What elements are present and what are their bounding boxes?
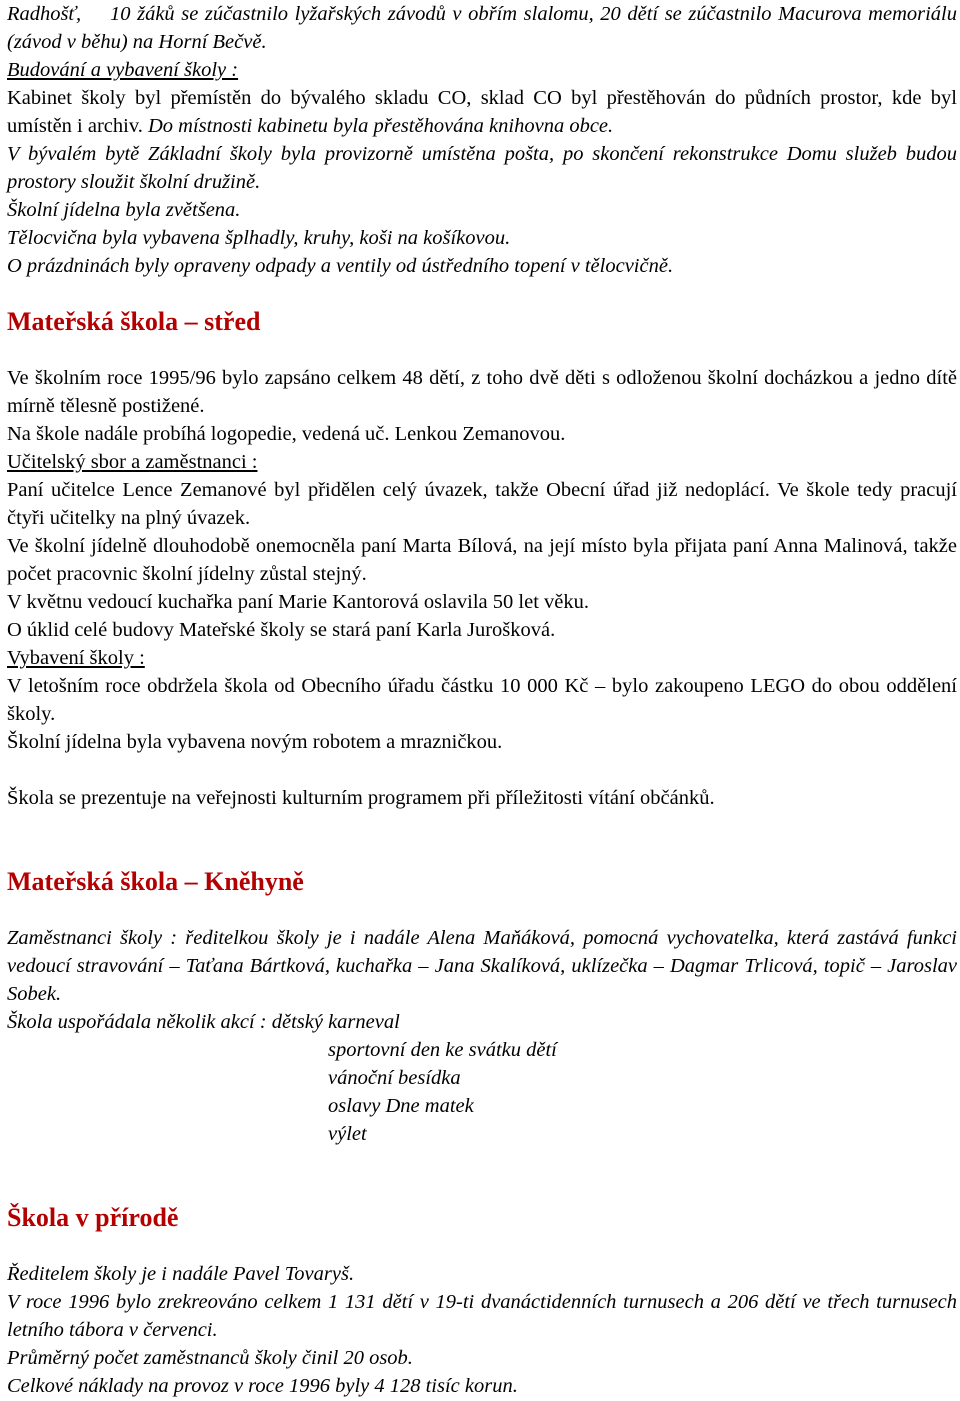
ms-knehyne-paragraph-1: Zaměstnanci školy : ředitelkou školy je i nadále Alena Maňáková, pomocná vychovatelka, která zastává funkci vedoucí stravování – Taťana Bártková, kuchařka – Jana Skalíková, uklízečka – Dagmar Trlicová, topič – Jaroslav Sobek.: [7, 927, 957, 1005]
spacer: [7, 336, 957, 364]
event-item-2: vánoční besídka: [328, 1067, 461, 1089]
document-page: [7, 0, 957, 1400]
svp-paragraph-3: Průměrný počet zaměstnanců školy činil 20 osob.: [7, 1347, 413, 1369]
event-item-0: dětský karneval: [271, 1011, 400, 1033]
radhost-paragraph: [7, 0, 957, 56]
ms-stred-paragraph-2: Na škole nadále probíhá logopedie, vedená uč. Lenkou Zemanovou.: [7, 423, 566, 445]
event-item-1: sportovní den ke svátku dětí: [328, 1039, 557, 1061]
events-list: [7, 1036, 957, 1148]
svp-paragraph-2: V roce 1996 bylo zrekreováno celkem 1 131 dětí v 19-ti dvanáctidenních turnusech a 206 dětí ve třech turnusech letního tábora v červenci.: [7, 1291, 957, 1341]
ms-stred-paragraph-7: V letošním roce obdržela škola od Obecního úřadu částku 10 000 Kč – bylo zakoupeno LEGO do obou oddělení školy.: [7, 675, 957, 725]
ms-stred-paragraph-3: Paní učitelce Lence Zemanové byl přidělen celý úvazek, takže Obecní úřad již nedoplácí. Ve škole tedy pracují čtyři učitelky na plný úvazek.: [7, 479, 957, 529]
ms-stred-paragraph-1: Ve školním roce 1995/96 bylo zapsáno celkem 48 dětí, z toho dvě děti s odloženou školní docházkou a jedno dítě mírně tělesně postižené.: [7, 367, 957, 417]
section-title-ms-stred: Mateřská škola – střed: [7, 307, 261, 336]
equipment-heading: Vybavení školy :: [7, 647, 145, 669]
event-item-4: výlet: [328, 1123, 367, 1145]
ms-stred-paragraph-6: O úklid celé budovy Mateřské školy se stará paní Karla Jurošková.: [7, 619, 556, 641]
ms-stred-paragraph-8: Školní jídelna byla vybavena novým robotem a mrazničkou.: [7, 731, 503, 753]
ms-stred-body: [7, 364, 957, 812]
event-item-3: oslavy Dne matek: [328, 1095, 474, 1117]
section-title-skola-v-prirode: Škola v přírodě: [7, 1203, 179, 1232]
ms-stred-paragraph-9: Škola se prezentuje na veřejnosti kulturním programem při příležitosti vítání občánků.: [7, 787, 715, 809]
budovani-paragraph-1: [7, 84, 957, 140]
events-label: Škola uspořádala několik akcí :: [7, 1011, 267, 1033]
radhost-text: 10 žáků se zúčastnilo lyžařských závodů v obřím slalomu, 20 dětí se zúčastnilo Macurova memoriálu (závod v běhu) na Horní Bečvě.: [7, 3, 957, 53]
spacer: [7, 1148, 957, 1204]
ms-knehyne-body: [7, 924, 957, 1148]
radhost-label: Radhošť,: [7, 3, 82, 25]
budovani-paragraph-4: Tělocvična byla vybavena šplhadly, kruhy, koši na košíkovou.: [7, 227, 511, 249]
budovani-heading: Budování a vybavení školy :: [7, 59, 239, 81]
budovani-p1-normal: Kabinet školy byl přemístěn do bývalého skladu CO, sklad CO byl přestěhován do půdních prostor, kde byl umístěn i archiv.: [7, 87, 957, 137]
spacer: [7, 280, 957, 308]
svp-paragraph-4: Celkové náklady na provoz v roce 1996 byly 4 128 tisíc korun.: [7, 1375, 518, 1397]
svp-paragraph-1: Ředitelem školy je i nadále Pavel Tovaryš.: [7, 1263, 355, 1285]
spacer: [7, 1232, 957, 1260]
spacer: [7, 812, 957, 868]
ms-stred-paragraph-5: V květnu vedoucí kuchařka paní Marie Kantorová oslavila 50 let věku.: [7, 591, 589, 613]
spacer: [7, 756, 957, 784]
events-intro: [7, 1008, 957, 1036]
budovani-paragraph-2: V bývalém bytě Základní školy byla provizorně umístěna pošta, po skončení rekonstrukce Domu služeb budou prostory sloužit školní družině.: [7, 143, 957, 193]
skola-v-prirode-body: [7, 1260, 957, 1400]
staff-heading: Učitelský sbor a zaměstnanci :: [7, 451, 258, 473]
top-section: [7, 0, 957, 280]
budovani-paragraph-5: O prázdninách byly opraveny odpady a ventily od ústředního topení v tělocvičně.: [7, 255, 674, 277]
budovani-p1-italic: Do místnosti kabinetu byla přestěhována knihovna obce.: [142, 115, 614, 137]
spacer: [7, 896, 957, 924]
section-title-ms-knehyne: Mateřská škola – Kněhyně: [7, 867, 304, 896]
budovani-paragraph-3: Školní jídelna byla zvětšena.: [7, 199, 241, 221]
ms-stred-paragraph-4: Ve školní jídelně dlouhodobě onemocněla paní Marta Bílová, na její místo byla přijata paní Anna Malinová, takže počet pracovnic školní jídelny zůstal stejný.: [7, 535, 957, 585]
